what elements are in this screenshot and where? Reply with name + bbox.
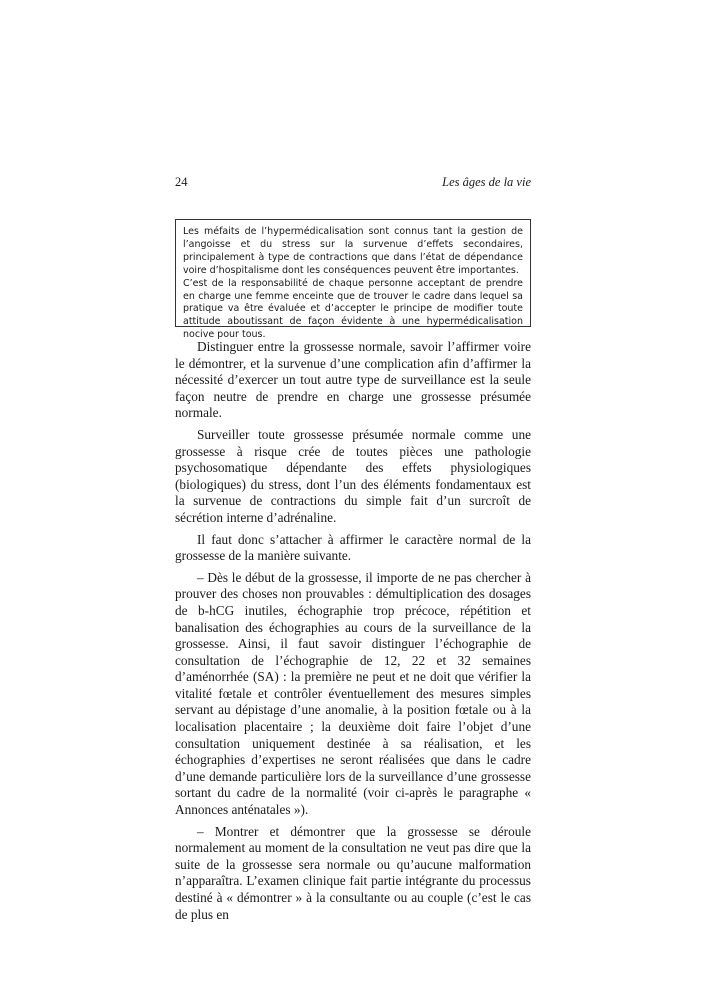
body-paragraph: – Dès le début de la grossesse, il importe de ne pas chercher à prouver des choses non prouvables : démultiplication des dosages de b-hCG inutiles, échographie trop précoce, répétition et banalisation des échographies au cours de la surveillance de la grossesse. Ainsi, il faut savoir distinguer l’échographie de consultation de l’échographie de 12, 22 et 32 semaines d’aménorrhée (SA) : la première ne peut et ne doit que vérifier la vitalité fœtale et contrôler éventuellement des mesures simples servant au dépistage d’une anomalie, à la position fœtale ou à la localisation placentaire ; la deuxième doit faire l’objet d’une consultation uniquement destinée à sa réalisation, et les échographies d’expertises ne seront réalisées que dans le cadre d’une demande particulière lors de la surveillance d’une grossesse sortant du cadre de la normalité (voir ci-après le paragraphe « Annonces anténatales »).: [175, 569, 531, 818]
running-title: Les âges de la vie: [442, 175, 531, 189]
running-header: [175, 175, 531, 193]
page-number: 24: [175, 175, 188, 189]
boxed-note: [175, 219, 531, 341]
body-paragraph: Surveiller toute grossesse présumée normale comme une grossesse à risque crée de toutes pièces une pathologie psychosomatique dépendante des effets physiologiques (biologiques) du stress, dont l’un des éléments fondamentaux est la survenue de contractions du simple fait d’un surcroît de sécrétion interne d’adrénaline.: [175, 426, 531, 525]
body-text: [175, 339, 531, 928]
body-paragraph: Distinguer entre la grossesse normale, savoir l’affirmer voire le démontrer, et la survenue d’une complication afin d’affirmer la nécessité d’exercer un tout autre type de surveillance est la seule façon neutre de prendre en charge une grossesse présumée normale.: [175, 339, 531, 421]
body-paragraph: Il faut donc s’attacher à affirmer le caractère normal de la grossesse de la manière suivante.: [175, 531, 531, 564]
box-paragraph: C’est de la responsabilité de chaque personne acceptant de prendre en charge une femme enceinte que de trouver le cadre dans lequel sa pratique va être évaluée et d’accepter le principe de modifier toute attitude aboutissant de façon évidente à une hypermédicalisation nocive pour tous.: [183, 277, 523, 341]
box-paragraph: Les méfaits de l’hypermédicalisation sont connus tant la gestion de l’angoisse et du stress sur la survenue d’effets secondaires, principalement à type de contractions que dans l’état de dépendance voire d’hospitalisme dont les conséquences peuvent être importantes.: [183, 226, 523, 276]
body-paragraph: – Montrer et démontrer que la grossesse se déroule normalement au moment de la consultation ne veut pas dire que la suite de la grossesse sera normale ou qu’aucune malformation n’apparaîtra. L’examen clinique fait partie intégrante du processus destiné à « démontrer » à la consultante ou au couple (c’est le cas de plus en: [175, 823, 531, 922]
